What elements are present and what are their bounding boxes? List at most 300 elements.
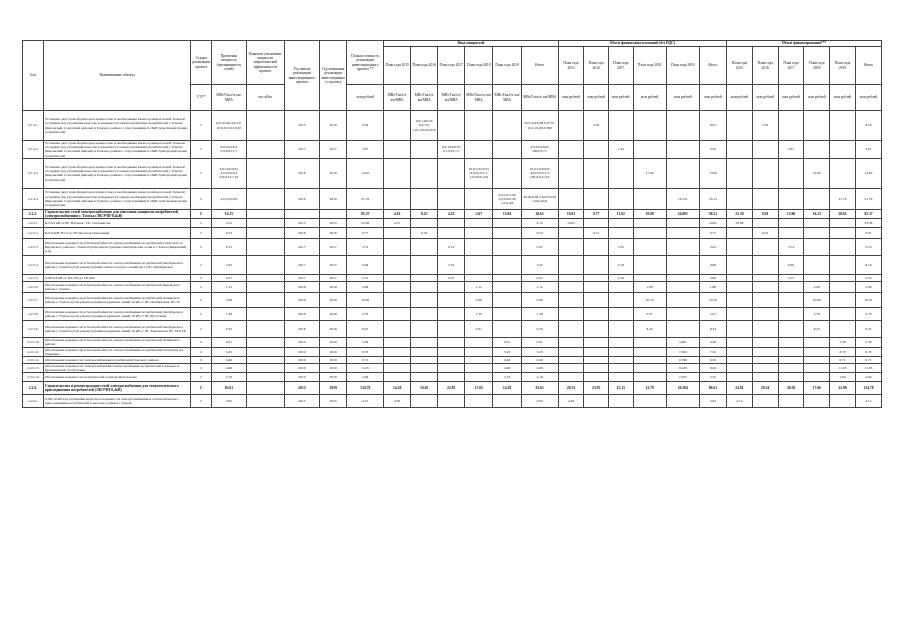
cell-i17 [438, 364, 465, 373]
cell-f19: 0.71 [830, 357, 856, 364]
cell-cap: 1.39 [212, 308, 246, 321]
cell-f15 [727, 256, 753, 275]
cell-o18 [633, 275, 666, 282]
output-2019-header: План года 2019 [666, 47, 699, 85]
cell-i17 [438, 308, 465, 321]
cell-otot: 0.59 [699, 357, 726, 364]
cell-f16: 0.91 [752, 209, 778, 218]
cell-o16 [584, 188, 609, 209]
cell-ftot: 8.70 [855, 347, 881, 356]
cell-i16 [411, 188, 438, 209]
cell-o17: 2.16 [608, 275, 633, 282]
cell-name: Обеспечение надежности электроснабжения потребителей Томского района [43, 357, 190, 364]
cell-i15: 4.15 [384, 219, 411, 228]
cell-num: 2.2.5.11 [23, 347, 44, 356]
cell-ye: 2019 [320, 188, 347, 209]
cell-o16 [584, 308, 609, 321]
cell-otot: 4.63 [699, 395, 726, 408]
cell-cost: 85.37 [347, 209, 384, 218]
cell-cap: 4.15 [212, 219, 246, 228]
cell-f18: 14.95 [804, 158, 830, 188]
cell-cost: 8.70 [347, 347, 384, 356]
cell-f18 [804, 275, 830, 282]
cell-otot: 18.15 [699, 188, 726, 209]
cell-cap: 0.41 [212, 338, 246, 347]
cell-o18: 8.43 [633, 321, 666, 338]
cell-cost: 0.77 [347, 228, 384, 239]
cell-f16 [752, 256, 778, 275]
cell-o16 [584, 158, 609, 188]
cell-i19: 4.68 [493, 364, 521, 373]
cell-num: 2.2.5.2 [23, 228, 44, 239]
cell-inc [246, 209, 284, 218]
cell-f19 [830, 141, 856, 159]
cell-f15 [727, 282, 753, 293]
cell-o17: 3.35 [608, 239, 633, 256]
cell-o19 [666, 219, 699, 228]
cell-o18: 13.79 [633, 382, 666, 395]
cell-stage: С [191, 141, 212, 159]
cell-o15 [558, 347, 584, 356]
cell-o15 [558, 239, 584, 256]
cell-otot: 9.24 [699, 364, 726, 373]
output-2017-header: План года 2017 [608, 47, 633, 85]
cell-num: 2.2.5.8 [23, 308, 44, 321]
cell-f16 [752, 364, 778, 373]
cell-itot: 0.41 [521, 338, 558, 347]
cell-f16 [752, 395, 778, 408]
cell-f18: 17.66 [804, 382, 830, 395]
cell-num: 2.2.5.4 [23, 256, 44, 275]
col-capacity-header: Проектная мощность (протяженность сетей) [212, 41, 246, 85]
cell-i15 [384, 188, 411, 209]
cell-o16: 23.93 [584, 382, 609, 395]
cell-f15: 4.15 [727, 395, 753, 408]
col-year-end-header: Год окончания реализации инвестиционного проекта [320, 41, 347, 111]
cell-f19: 11.05 [830, 364, 856, 373]
cell-i15 [384, 256, 411, 275]
cell-o16: 5.05 [584, 111, 609, 141]
cell-name: ЛЭП 0,4 кВ от ТП-578 до ТП-604 [43, 275, 190, 282]
cell-i17: 22.85 [438, 382, 465, 395]
unit-input-2018: МВт/Гкал/ч/ км/МВА [465, 85, 493, 111]
cell-o18 [633, 357, 666, 364]
cell-name: Обеспечение надежности и бесперебойности электроснабжения потребителей Советского и Кировского района г. Томска путем реконструкции электрических сетей в г. Томск (Кировский р-н) [43, 239, 190, 256]
cell-cost: 2.55 [347, 275, 384, 282]
cell-o18 [633, 373, 666, 382]
cell-i15: 14.28 [384, 382, 411, 395]
unit-output-2018: млн рублей [633, 85, 666, 111]
unit-input-total: МВт/Гкал/ч/ км/МВА [521, 85, 558, 111]
cell-itot: 20.61 [521, 209, 558, 218]
cell-ys: 2017 [284, 275, 320, 282]
cell-cap: 0.32 [212, 321, 246, 338]
cell-o15 [558, 111, 584, 141]
cell-o17 [608, 308, 633, 321]
cell-cost: 2.08 [347, 282, 384, 293]
cell-stage: С [191, 256, 212, 275]
cell-ye: 2018 [320, 321, 347, 338]
cell-o16 [584, 395, 609, 408]
cell-stage: С [191, 158, 212, 188]
cell-i19 [493, 219, 521, 228]
cell-i15 [384, 275, 411, 282]
cell-i18 [465, 357, 493, 364]
cell-num: 2.2.5.12 [23, 357, 44, 364]
cell-itot: 6,0;10,0/0,68 0,2;721 10,1;10,0/0,9 890 [521, 111, 558, 141]
cell-i16: 0,6;1,9;0,45 0,2;721 1,0;1,05/0,9 650 [411, 111, 438, 141]
cell-i19 [493, 158, 521, 188]
cell-name: Обеспечение надежности и бесперебойности электроснабжения потребителей Октябрьского района г. Томска путем реконструкции электросетевого хозяйства от ПС Октябрьская [43, 256, 190, 275]
table-body [23, 111, 882, 408]
cell-stage: С [191, 321, 212, 338]
cell-i16 [411, 219, 438, 228]
unit-finance-2018: млн рублей [804, 85, 830, 111]
cell-inc [246, 141, 284, 159]
input-total-header: Итого [521, 47, 558, 85]
cell-o15 [558, 357, 584, 364]
cell-i15: 3.05 [384, 395, 411, 408]
cell-ys: 2019 [284, 188, 320, 209]
cell-inc [246, 282, 284, 293]
cell-name: ЛЭП-10 кВ для улучшения качества и надежности электроснабжения и технологического присоединения потребителей Советского района г. Томска [43, 395, 190, 408]
cell-o17 [608, 282, 633, 293]
finance-2019-header: План года 2019 [830, 47, 856, 85]
cell-o19: 20.304 [666, 382, 699, 395]
cell-ys: 2019 [284, 364, 320, 373]
cell-f17: 9.66 [778, 256, 804, 275]
cell-cost: 0.71 [347, 357, 384, 364]
cell-f17 [778, 158, 804, 188]
table-row [23, 347, 882, 356]
cell-i16 [411, 357, 438, 364]
input-2016-header: План года 2016 [411, 47, 438, 85]
cell-i19: 14.28 [493, 382, 521, 395]
cell-ftot: 2.94 [855, 373, 881, 382]
cell-ye [320, 209, 347, 218]
cell-f17 [778, 321, 804, 338]
cell-name: Обеспечение надежности потребителей в районе Причальная [43, 373, 190, 382]
cell-num: 2.1.4.1 [23, 111, 44, 141]
table-row [23, 357, 882, 364]
cell-f16 [752, 282, 778, 293]
table-row [23, 338, 882, 347]
table-row [23, 373, 882, 382]
cell-ftot: 10.91 [855, 293, 881, 308]
unit-input-2016: МВт/Гкал/ч/ км/МВА [411, 85, 438, 111]
cell-f16 [752, 321, 778, 338]
cell-o16 [584, 347, 609, 356]
investment-table-sheet [22, 40, 882, 408]
cell-cost: 2.78 [347, 308, 384, 321]
cell-otot: 1.88 [699, 282, 726, 293]
cell-f18 [804, 111, 830, 141]
cell-i19: 2.19 [493, 373, 521, 382]
cell-otot: 0.77 [699, 228, 726, 239]
cell-f19: 28.61 [830, 209, 856, 218]
cell-o16 [584, 321, 609, 338]
cell-i15 [384, 347, 411, 356]
cell-ye: 2019 [320, 373, 347, 382]
cell-num: 2.2.5.6 [23, 282, 44, 293]
cell-o18 [633, 219, 666, 228]
cell-f19 [830, 275, 856, 282]
cell-ye: 2017 [320, 256, 347, 275]
cell-f15 [727, 158, 753, 188]
cell-f19 [830, 321, 856, 338]
cell-i18: 2.96 [465, 293, 493, 308]
cell-cost: 9.48 [347, 111, 384, 141]
cell-f15: 23.38 [727, 219, 753, 228]
cell-f15 [727, 373, 753, 382]
cell-f15 [727, 111, 753, 141]
cell-f15 [727, 364, 753, 373]
cell-o17 [608, 111, 633, 141]
cell-f19 [830, 239, 856, 256]
cell-f15 [727, 293, 753, 308]
unit-input-2015: МВт/Гкал/ч/ км/МВА [384, 85, 411, 111]
cell-f16 [752, 158, 778, 188]
cell-o16 [584, 219, 609, 228]
cell-i19: 5.25 [493, 347, 521, 356]
cell-i19: 0.40 [493, 357, 521, 364]
cell-f18: 8.47 [804, 321, 830, 338]
cell-o17 [608, 188, 633, 209]
cell-i18: 1.12 [465, 282, 493, 293]
cell-i17 [438, 111, 465, 141]
cell-ys: 2018 [284, 308, 320, 321]
cell-o15 [558, 338, 584, 347]
cell-cap: 0.47 [212, 275, 246, 282]
cell-i17 [438, 158, 465, 188]
cell-o17 [608, 395, 633, 408]
cell-o18 [633, 338, 666, 347]
cell-inc [246, 308, 284, 321]
cell-ys: 2019 [284, 338, 320, 347]
cell-otot: 80.61 [699, 382, 726, 395]
cell-otot: 10.16 [699, 293, 726, 308]
cell-i16 [411, 256, 438, 275]
table-row [23, 219, 882, 228]
cell-f16 [752, 293, 778, 308]
cell-name: Строительство сетей электроснабжения для отнесения мощности потребителей (электроснабжения) г. Томска (ЭВ/ЭЧП-0,4кВ) [43, 209, 190, 218]
cell-f18 [804, 347, 830, 356]
cell-inc [246, 293, 284, 308]
cell-num: 2.2.5.10 [23, 338, 44, 347]
cell-itot: 0.40 [521, 357, 558, 364]
cell-ys: 2015 [284, 219, 320, 228]
cell-num: 2.1.4.4 [23, 188, 44, 209]
cell-i19 [493, 395, 521, 408]
output-2016-header: План года 2016 [584, 47, 609, 85]
cell-f19: 2.94 [830, 373, 856, 382]
cell-i18: 17.02 [465, 382, 493, 395]
cell-f19 [830, 395, 856, 408]
cell-stage: С [191, 382, 212, 395]
cell-f16 [752, 275, 778, 282]
cell-ftot: 2.55 [855, 275, 881, 282]
cell-stage: С [191, 188, 212, 209]
cell-o15 [558, 158, 584, 188]
cell-otot: 3.06 [699, 275, 726, 282]
cell-name: Установка двух трансформаторов мощностью и необходимых ячеек в районах новой Тальной застройки под улучшения качества и надежности электроснабжения потребителей г. Томска (Кировский, Советский районы) и Томского района с подстанциями 6-10кВ трансформаторами потребителей [43, 188, 190, 209]
cell-f16: 5.45 [752, 111, 778, 141]
cell-i19: 0.41 [493, 338, 521, 347]
cell-o19 [666, 158, 699, 188]
cell-inc [246, 158, 284, 188]
group-input-header: Ввод мощностей [384, 41, 558, 47]
cell-ftot: 85.37 [855, 209, 881, 218]
cell-f17 [778, 293, 804, 308]
cell-f15 [727, 338, 753, 347]
cell-o17 [608, 228, 633, 239]
cell-f19 [830, 256, 856, 275]
cell-o15: 4.49 [558, 395, 584, 408]
cell-f17 [778, 219, 804, 228]
cell-i16 [411, 338, 438, 347]
cell-ftot: 8.47 [855, 321, 881, 338]
cell-cost: 23.38 [347, 219, 384, 228]
cell-cap: 0.31 [212, 239, 246, 256]
cell-o15 [558, 141, 584, 159]
cell-o17 [608, 321, 633, 338]
cell-o16 [584, 364, 609, 373]
cell-i18: 0.31 [465, 321, 493, 338]
cell-o19: 18.151 [666, 188, 699, 209]
cell-o16 [584, 141, 609, 159]
group-finance-header: Объем финансирования*** [727, 41, 882, 47]
cell-cap: 0.23 [212, 228, 246, 239]
cell-stage: С [191, 293, 212, 308]
cell-i19: 13.04 [493, 209, 521, 218]
cell-cost: 10.30 [347, 293, 384, 308]
cell-i17: 4.23 [438, 209, 465, 218]
cell-i19 [493, 141, 521, 159]
cell-i17 [438, 293, 465, 308]
cell-inc [246, 373, 284, 382]
cell-ftot: 21.79 [855, 188, 881, 209]
cell-itot: 5.25 [521, 347, 558, 356]
cell-f18 [804, 373, 830, 382]
cell-i17 [438, 395, 465, 408]
cell-ye: 2017 [320, 275, 347, 282]
cell-inc [246, 228, 284, 239]
cell-stage: С [191, 275, 212, 282]
cell-ys: 2016 [284, 228, 320, 239]
cell-o17 [608, 293, 633, 308]
cell-o19 [666, 308, 699, 321]
cell-f18 [804, 364, 830, 373]
table-row [23, 188, 882, 209]
unit-capacity: МВт/Гкал/ч/ км/МВА [212, 85, 246, 111]
cell-num: 2.2.5.9 [23, 321, 44, 338]
unit-finance-2016: млн рублей [752, 85, 778, 111]
col-year-start-header: Год начала реализации инвестиционного проекта [284, 41, 320, 111]
cell-ftot: 134.78 [855, 382, 881, 395]
cell-i16 [411, 364, 438, 373]
table-row [23, 282, 882, 293]
cell-i19 [493, 308, 521, 321]
cell-ftot: 23.38 [855, 219, 881, 228]
cell-cap: 3.05 [212, 395, 246, 408]
cell-i19 [493, 275, 521, 282]
cell-i17 [438, 357, 465, 364]
cell-inc [246, 321, 284, 338]
cell-i18: 10,0;1,05/0,25 0,05;0,9;1,3 1,0;0,9/0,216 [465, 158, 493, 188]
cell-f15: 24.01 [727, 382, 753, 395]
unit-input-2019: МВт/Гкал/ч/ км/МВА [493, 85, 521, 111]
unit-output-2016: млн рублей [584, 85, 609, 111]
cell-i15 [384, 111, 411, 141]
cell-stage: С [191, 347, 212, 356]
cell-itot: 2.19 [521, 373, 558, 382]
cell-stage: С [191, 282, 212, 293]
cell-i16 [411, 308, 438, 321]
cell-ye: 2016 [320, 228, 347, 239]
cell-i18 [465, 338, 493, 347]
cell-stage: С [191, 219, 212, 228]
table-row [23, 275, 882, 282]
output-2018-header: План года 2018 [633, 47, 666, 85]
cell-f15 [727, 308, 753, 321]
cell-f17 [778, 282, 804, 293]
cell-i19 [493, 228, 521, 239]
cell-ftot: 2.08 [855, 282, 881, 293]
cell-f18: 10.99 [804, 293, 830, 308]
input-2015-header: План года 2015 [384, 47, 411, 85]
cell-i17: 3.45 [438, 256, 465, 275]
cell-inc [246, 219, 284, 228]
cell-ys: 2018 [284, 321, 320, 338]
cell-o16 [584, 239, 609, 256]
cell-cap: 1.12 [212, 282, 246, 293]
cell-f15 [727, 357, 753, 364]
cell-ftot: 0.71 [855, 357, 881, 364]
cell-i18 [465, 111, 493, 141]
cell-ye: 2018 [320, 308, 347, 321]
cell-itot: 2.96 [521, 293, 558, 308]
cell-itot: 0.31 [521, 239, 558, 256]
cell-ftot: 9.18 [855, 111, 881, 141]
cell-itot: 83.61 [521, 382, 558, 395]
cell-num: 2.2.5.7 [23, 293, 44, 308]
cell-f17 [778, 228, 804, 239]
cell-i15: 4.16 [384, 209, 411, 218]
cell-f19: 5.39 [830, 338, 856, 347]
cell-i18 [465, 347, 493, 356]
unit-finance-2015: млн рублей [727, 85, 753, 111]
cell-i15 [384, 239, 411, 256]
cell-cap: 5.25 [212, 347, 246, 356]
cell-o16 [584, 357, 609, 364]
cell-ye: 2019 [320, 347, 347, 356]
cell-o16 [584, 256, 609, 275]
cell-stage: С [191, 338, 212, 347]
cell-stage: С [191, 373, 212, 382]
cell-stage: С [191, 308, 212, 321]
cell-i16 [411, 373, 438, 382]
cell-o15 [558, 373, 584, 382]
cell-inc [246, 382, 284, 395]
cell-ftot: 14.95 [855, 158, 881, 188]
cell-ys [284, 209, 320, 218]
cell-name: Установка двух трансформаторов мощностью и необходимых ячеек в районах новой Тальной застройки под улучшения качества и надежности электроснабжения потребителей г. Томска (Кировский, Советский районы) и Томского района с подстанциями 6-10кВ трансформаторами потребителей [43, 158, 190, 188]
cell-i16 [411, 321, 438, 338]
cell-f19 [830, 282, 856, 293]
cell-itot: 20,20;0,68 2,0;0,9/0,58 1,0;0,4/4,8 [521, 188, 558, 209]
cell-inc [246, 111, 284, 141]
cell-i19: 0,2;2,9/1,06 2,0;0,9/0,58 1,0;0,4/8 [493, 188, 521, 209]
